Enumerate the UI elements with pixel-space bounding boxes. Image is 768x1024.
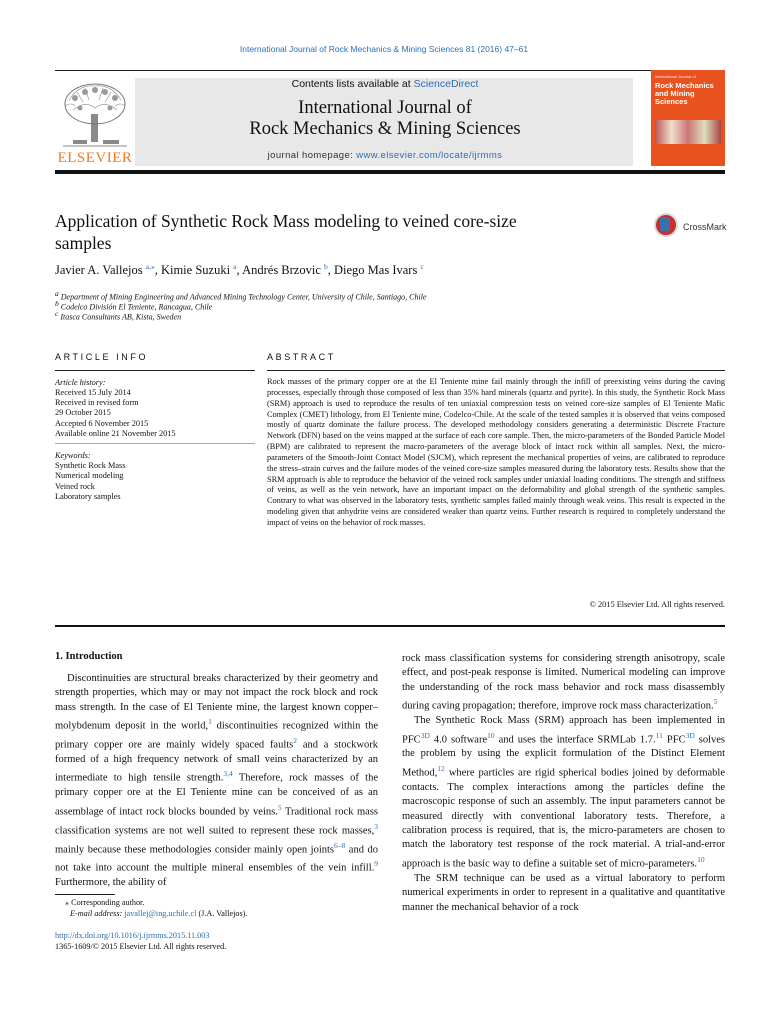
body-rule bbox=[55, 625, 725, 627]
corresponding-author-note: ⁎ Corresponding author. bbox=[65, 898, 145, 907]
cover-small-text: International Journal of bbox=[655, 74, 696, 79]
elsevier-wordmark: ELSEVIER bbox=[57, 150, 133, 166]
keyword[interactable]: Laboratory samples bbox=[55, 492, 121, 501]
keyword[interactable]: Synthetic Rock Mass bbox=[55, 461, 126, 470]
cover-image bbox=[655, 120, 721, 144]
abstract-text: Rock masses of the primary copper ore at the El Teniente mine fail mainly through the infill of preexisting veins during the caving processes, especially through those composed of less than 35% hard minerals (quartz and pyrite). In this study, the Synthetic Rock Mass (SRM) approach is used to reproduce the results of ten uniaxial compression tests on veined core-size samples of El Teniente Mafic Complex (CMET) lithology, from El Teniente mine, Codelco-Chile. At the scale of the tested samples it is observed that veins composed mostly of quartz dominate the failure process. The developed methodology considers generating a deterministic Discrete Fracture Network (DFN) based on the veins mapped at the surface of each core sample. Then, the micro-parameters of the Bonded Particle Model (BPM) are calibrated to represent the macro-parameters of the average block of intact rock within all samples. Next, the micro-parameters of the Smooth-Joint Contact Model (SJCM), which represent the mechanical properties of veins, are calibrated to reproduce the stress–strain curves and the failure modes of the veined core-size samples measured during the laboratory tests. Results show that the SRM approach is able to reproduce the behavior of the veined rock samples under uniaxial loading conditions. The strength and stiffness of veins, as well as the vein network, have an important impact on the deformability and global strength of the synthetic samples. Contrary to what was observed in the laboratory tests, synthetic samples failed mainly through weak veins. This result is expected in the modeling given that anhydrite veins are considered weaker than quartz veins. Further research is required to completely understand the impact of veins on the behavior of rock masses. bbox=[267, 377, 725, 527]
keyword[interactable]: Numerical modeling bbox=[55, 471, 124, 480]
homepage-link[interactable]: www.elsevier.com/locate/ijrmms bbox=[356, 150, 503, 161]
info-divider bbox=[55, 443, 255, 444]
citation-ref[interactable]: 5 bbox=[713, 697, 718, 707]
citation-ref[interactable]: 3 bbox=[374, 821, 378, 831]
contents-line: Contents lists available at ScienceDirect bbox=[291, 78, 479, 90]
keywords-label: Keywords: bbox=[55, 451, 91, 460]
paragraph: The Synthetic Rock Mass (SRM) approach has been implemented in $PFC^{3D}$ 4.0 software$^{10}$ and uses the interface SRMLab 1.7.11 $PFC^{3D}$ solves the problem by using the explicit formulation of the Distinct Element Method,$^{12}$ where particles are rigid spherical bodies joined by deformable contacts. The complex interactions among the particles define the macroscopic response of such an assembly. The input parameters cannot be measured directly with conventional laboratory tests. Therefore, a calibration process is required, that is, the micro-parameters are chosen to match the laboratory test response of the rock material. A trial-and-error approach is the basic way to define a suitable set of micro-parameters.$^{10}$ bbox=[402, 715, 726, 870]
affiliation: $^c$ Itasca Consultants AB, Kista, Sweden bbox=[55, 309, 182, 322]
article-info-rule bbox=[55, 370, 255, 371]
citation-ref[interactable]: 1 bbox=[208, 717, 212, 727]
history-item: Available online 21 November 2015 bbox=[55, 429, 176, 438]
author-name[interactable]: Diego Mas Ivars bbox=[334, 263, 418, 278]
citation-ref[interactable]: 6–8 bbox=[334, 840, 346, 850]
article-info-heading: ARTICLE INFO bbox=[55, 352, 149, 362]
citation-ref[interactable]: 2 bbox=[293, 736, 298, 746]
journal-title: International Journal of Rock Mechanics & Mining Sciences bbox=[249, 98, 521, 139]
citation-ref[interactable]: 12 bbox=[437, 763, 445, 773]
abstract-copyright: © 2015 Elsevier Ltd. All rights reserved. bbox=[589, 600, 725, 609]
paragraph: rock mass classification systems for considering strength anisotropy, scale effect, and post-peak response is limited. Numerical modeling can improve the understanding of the rock mass behavior and rock mass disassembly during caving propagation; therefore, improve rock mass characterization.$^5$ bbox=[402, 653, 725, 712]
author-name[interactable]: Kimie Suzuki bbox=[160, 263, 231, 278]
abstract-heading: ABSTRACT bbox=[267, 352, 336, 362]
crossmark-label[interactable]: CrossMark bbox=[683, 222, 727, 232]
body-column-left: Discontinuities are structural breaks characterized by their geometry and strength properties, which may or may not impact the rock block and rock mass strength. In the case of El Teniente mine, the largest known copper–molybdenum deposit in the world,$^1$ discontinuities recognized within the primary copper ore are mainly widely spaced faults$^2$ and a stockwork formed of a high frequency network of small veins characterized by an intermediate to high tensile strength.$^{3,4}$ Therefore, rock masses of the primary copper ore at the El Teniente mine can be conceived of as an assemblage of intact rock blocks bounded by veins.$^5$ Traditional rock mass classification systems are not well suited to represent these rock masses,$^3$ mainly because these methodologies consider mainly open joints$^{6-8}$ and do not take into account the multiple mineral ensembles of the vein infill.$^9$ Furthermore, the ability of bbox=[55, 673, 378, 889]
citation-ref[interactable]: 3D bbox=[420, 730, 430, 740]
footnote-rule bbox=[55, 894, 115, 895]
author-name[interactable]: Javier A. Vallejos bbox=[55, 263, 143, 278]
history-label: Article history: bbox=[55, 378, 106, 387]
citation-ref[interactable]: 9 bbox=[374, 859, 378, 869]
doi-link[interactable]: http://dx.doi.org/10.1016/j.ijrmms.2015.11.003 bbox=[55, 931, 210, 940]
abstract-rule bbox=[267, 370, 725, 371]
article-title: Application of Synthetic Rock Mass modeling to veined core-size samples bbox=[55, 211, 517, 253]
doi-block bbox=[55, 930, 226, 952]
section-heading: 1. Introduction bbox=[55, 651, 123, 662]
history-item: Received in revised form bbox=[55, 398, 139, 407]
footnote: ⁎ Corresponding author. E-mail address: javallej@ing.uchile.cl (J.A. Vallejos). bbox=[55, 897, 247, 919]
journal-homepage: journal homepage: www.elsevier.com/locate/ijrmms bbox=[267, 150, 503, 161]
history-item: Accepted 6 November 2015 bbox=[55, 419, 149, 428]
citation-ref[interactable]: 3D bbox=[685, 730, 695, 740]
email-link[interactable]: javallej@ing.uchile.cl bbox=[124, 909, 197, 918]
issn-line: 1365-1609/© 2015 Elsevier Ltd. All rights reserved. bbox=[55, 942, 227, 951]
affiliation: $^b$ Codelco División El Teniente, Rancagua, Chile bbox=[55, 299, 213, 312]
citation-ref[interactable]: 10 bbox=[487, 730, 495, 740]
history-item: Received 15 July 2014 bbox=[55, 388, 131, 397]
paragraph: The SRM technique can be used as a virtual laboratory to perform numerical experiments in order to represent in a qualitative and quantitative manner the mechanical behavior of a rock bbox=[402, 872, 725, 913]
citation-ref[interactable]: 11 bbox=[655, 730, 663, 740]
cover-title: Rock Mechanics and Mining Sciences bbox=[655, 81, 714, 106]
top-rule bbox=[55, 70, 725, 71]
affiliation: $^a$ Department of Mining Engineering and Advanced Mining Technology Center, University of Chile, Santiago, Chile bbox=[55, 289, 427, 302]
history-item: 29 October 2015 bbox=[55, 408, 111, 417]
citation-ref[interactable]: 5 bbox=[277, 802, 282, 812]
author-name[interactable]: Andrés Brzovic bbox=[242, 263, 321, 278]
author-list: Javier A. Vallejos $^{a,⁎}$, Kimie Suzuki $^a$, Andrés Brzovic $^b$, Diego Mas Ivars $^c$ bbox=[55, 262, 424, 278]
sciencedirect-link[interactable]: ScienceDirect bbox=[413, 78, 479, 90]
body-column-right bbox=[402, 652, 725, 915]
keyword[interactable]: Veined rock bbox=[55, 482, 95, 491]
citation-ref[interactable]: 3,4 bbox=[223, 769, 233, 779]
citation-ref[interactable]: 10 bbox=[697, 854, 705, 864]
header-thick-rule bbox=[55, 170, 725, 174]
journal-reference[interactable]: International Journal of Rock Mechanics & Mining Sciences 81 (2016) 47–61 bbox=[239, 44, 529, 54]
crossmark-bookmark-icon bbox=[660, 217, 670, 231]
